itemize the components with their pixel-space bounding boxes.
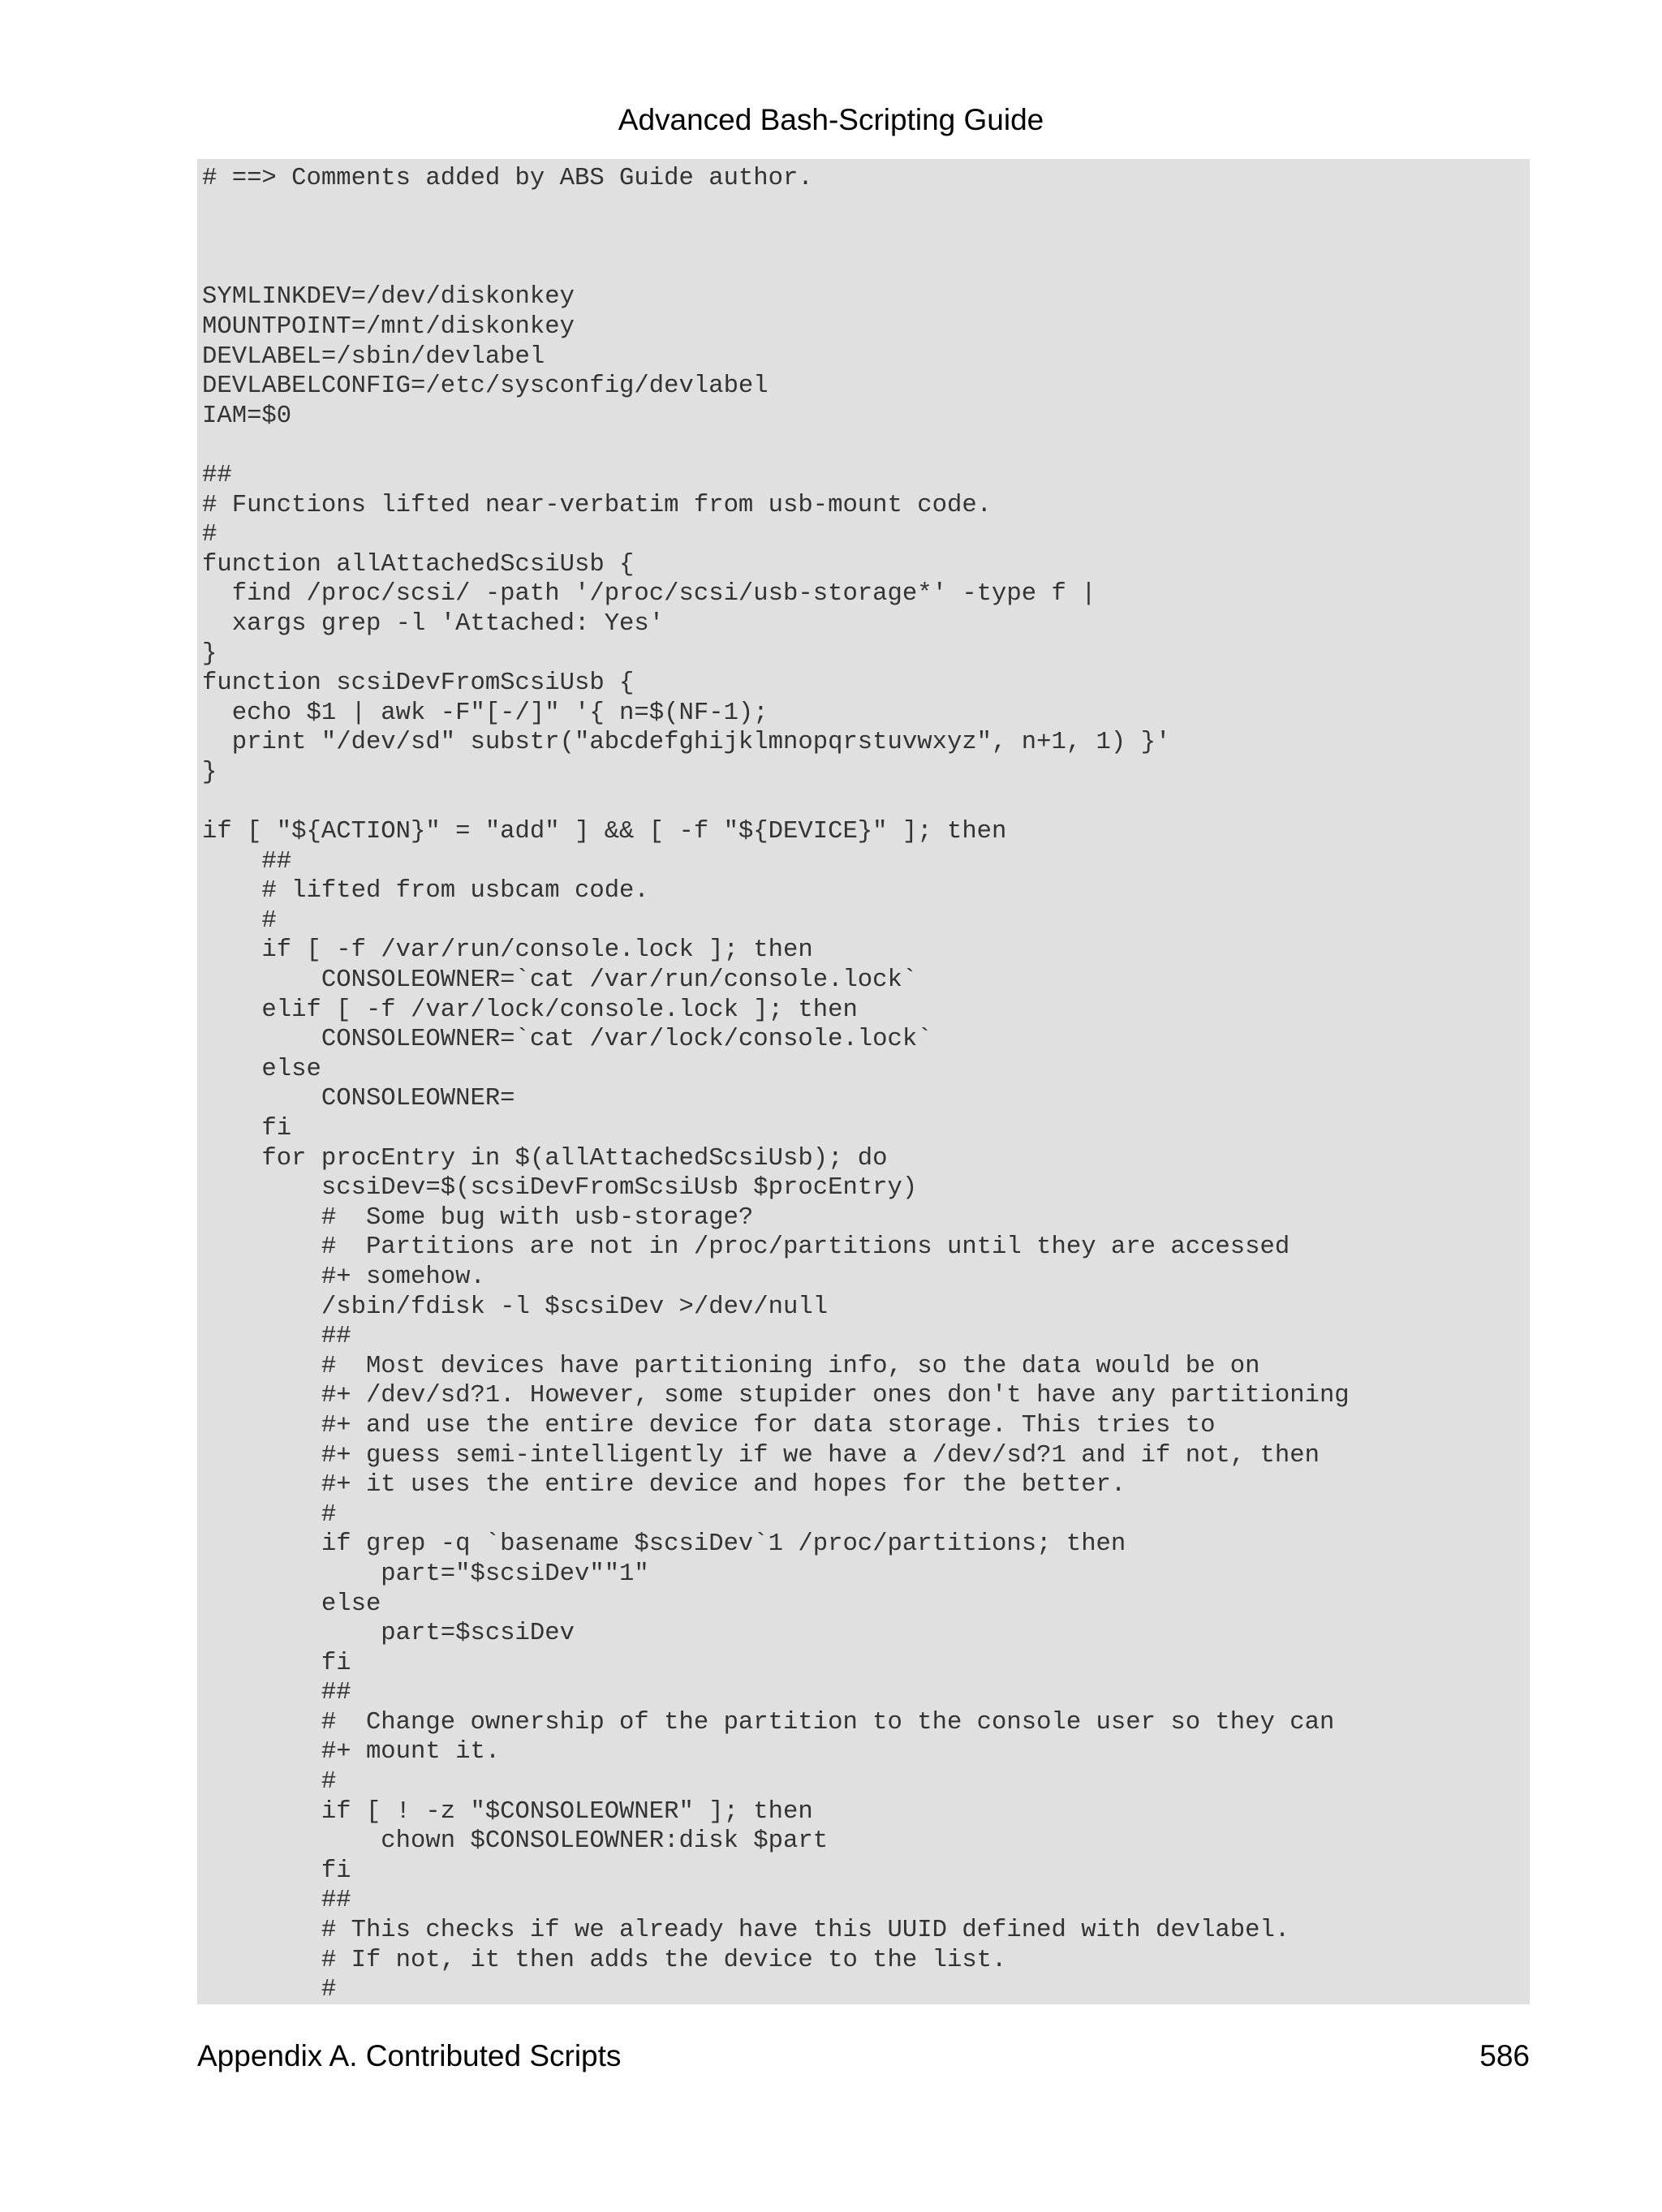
page-header-title: Advanced Bash-Scripting Guide — [618, 103, 1044, 136]
footer-section-title: Appendix A. Contributed Scripts — [197, 2039, 622, 2072]
code-block — [197, 159, 1530, 2004]
code-listing: # ==> Comments added by ABS Guide author. SYMLINKDEV=/dev/diskonkey MOUNTPOINT=/mnt/diskonkey DEVLABEL=/sbin/devlabel DEVLABELCONFIG=/etc/sysconfig/devlabel IAM=$0 ## # Functions lifted near-verbatim from usb-mount code. # function allAttachedScsiUsb { find /proc/scsi/ -path '/proc/scsi/usb-storage*' -type f | xargs grep -l 'Attached: Yes' } function scsiDevFromScsiUsb { echo $1 | awk -F"[-/]" '{ n=$(NF-1); print "/dev/sd" substr("abcdefghijklmnopqrstuvwxyz", n+1, 1) }' } if [ "${ACTION}" = "add" ] && [ -f "${DEVICE}" ]; then ## # lifted from usbcam code. # if [ -f /var/run/console.lock ]; then CONSOLEOWNER=`cat /var/run/console.lock` elif [ -f /var/lock/console.lock ]; then CONSOLEOWNER=`cat /var/lock/console.lock` else CONSOLEOWNER= fi for procEntry in $(allAttachedScsiUsb); do scsiDev=$(scsiDevFromScsiUsb $procEntry) # Some bug with usb-storage? # Partitions are not in /proc/partitions until they are accessed #+ somehow. /sbin/fdisk -l $scsiDev >/dev/null ## # Most devices have partitioning info, so the data would be on #+ /dev/sd?1. However, some stupider ones don't have any partitioning #+ and use the entire device for data storage. This tries to #+ guess semi-intelligently if we have a /dev/sd?1 and if not, then #+ it uses the entire device and hopes for the better. # if grep -q `basename $scsiDev`1 /proc/partitions; then part="$scsiDev""1" else part=$scsiDev fi ## # Change ownership of the partition to the console user so they can #+ mount it. # if [ ! -z "$CONSOLEOWNER" ]; then chown $CONSOLEOWNER:disk $part fi ## # This checks if we already have this UUID defined with devlabel. # If not, it then adds the device to the list. # — [202, 165, 1350, 2004]
footer-page-number: 586 — [1479, 2039, 1530, 2072]
